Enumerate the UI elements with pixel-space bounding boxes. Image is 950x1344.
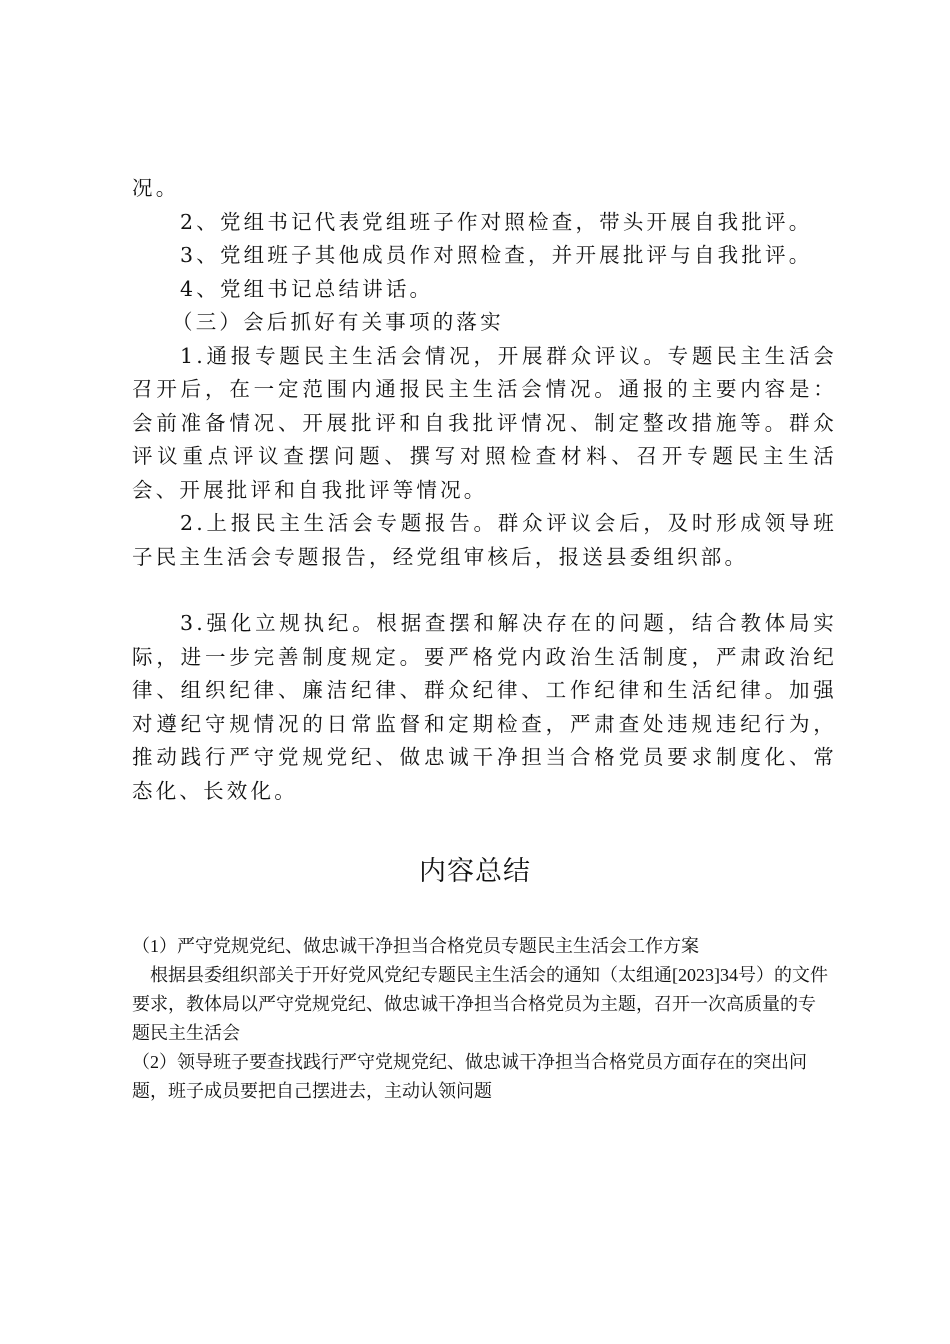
paragraph-item-3: 3.强化立规执纪。根据查摆和解决存在的问题，结合教体局实际，进一步完善制度规定。要严格党内政治生活制度，严肃政治纪律、组织纪律、廉洁纪律、群众纪律、工作纪律和生活纪律。加强对遵纪守规情况的日常监督和定期检查，严肃查处违规违纪行为，推动践行严守党规党纪、做忠诚干净担当合格党员要求制度化、常态化、长效化。 (132, 611, 837, 803)
paragraph-step-4: 4、党组书记总结讲话。 (180, 276, 434, 301)
paragraph-item-2: 2.上报民主生活会专题报告。群众评议会后，及时形成领导班子民主生活会专题报告，经党组审核后，报送县委组织部。 (132, 511, 837, 569)
paragraph-item-1: 1.通报专题民主生活会情况，开展群众评议。专题民主生活会召开后，在一定范围内通报民主生活会情况。通报的主要内容是：会前准备情况、开展批评和自我批评情况、制定整改措施等。群众评议重点评议查摆问题、撰写对照检查材料、召开专题民主生活会、开展批评和自我批评等情况。 (132, 343, 837, 502)
section-heading-3: （三）会后抓好有关事项的落实 (172, 310, 504, 334)
summary-line-1: （1）严守党规党纪、做忠诚干净担当合格党员专题民主生活会工作方案 (132, 936, 699, 956)
paragraph-step-3: 3、党组班子其他成员作对照检查，并开展批评与自我批评。 (180, 243, 813, 267)
summary-section (132, 932, 832, 1106)
paragraph-continuation: 况。 (132, 176, 180, 200)
summary-line-3: （2）领导班子要查找践行严守党规党纪、做忠诚干净担当合格党员方面存在的突出问题，班子成员要把自己摆进去，主动认领问题 (132, 1052, 807, 1101)
summary-line-2: 根据县委组织部关于开好党风党纪专题民主生活会的通知（太组通[2023]34号）的文件要求，教体局以严守党规党纪、做忠诚干净担当合格党员为主题，召开一次高质量的专题民主生活会 (132, 965, 828, 1043)
paragraph-step-2: 2、党组书记代表党组班子作对照检查，带头开展自我批评。 (180, 209, 813, 234)
document-body (132, 172, 837, 808)
summary-title: 内容总结 (419, 856, 531, 887)
